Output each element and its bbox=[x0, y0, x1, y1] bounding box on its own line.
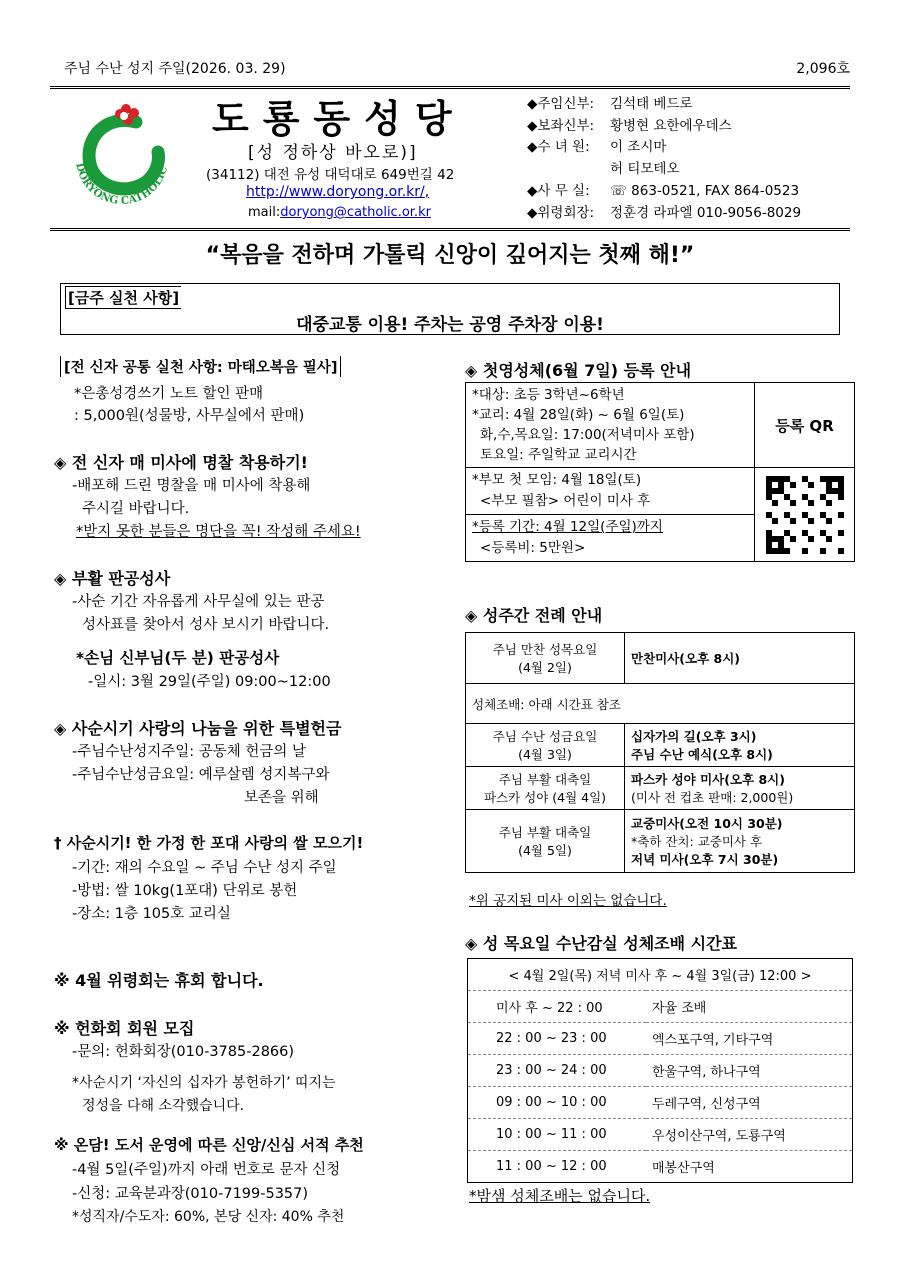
adoration-group: 한울구역, 하나구역 bbox=[646, 1055, 853, 1087]
notice-line: -장소: 1층 105호 교리실 bbox=[72, 906, 231, 922]
adoration-time: 09 : 00 ~ 10 : 00 bbox=[468, 1087, 647, 1119]
communion-heading: ◈ 첫영성체(6월 7일) 등록 안내 bbox=[465, 361, 692, 380]
holyweek-table bbox=[465, 632, 855, 873]
table-row bbox=[466, 684, 855, 724]
holyweek-note: *위 공지된 미사 이외는 없습니다. bbox=[469, 893, 667, 909]
offering-heading: ◈ 사순시기 사랑의 나눔을 위한 특별헌금 bbox=[54, 719, 342, 738]
table-row bbox=[468, 1119, 853, 1151]
parish-address: (34112) 대전 유성 대덕대로 649번길 42 bbox=[206, 167, 455, 183]
staff-label: ◆주임신부: bbox=[527, 96, 595, 112]
practice-text: 대중교통 이용! 주차는 공영 주차장 이용! bbox=[296, 315, 604, 335]
memorial-notice: ※ 4월 위령회는 휴회 합니다. bbox=[54, 971, 264, 990]
notice-line: : 5,000원(성물방, 사무실에서 판매) bbox=[74, 408, 305, 424]
book-heading: ※ 온담! 도서 운영에 따른 신앙/신심 서적 추천 bbox=[54, 1136, 364, 1154]
notice-line: -주님수난성지주일: 공동체 헌금의 날 bbox=[72, 744, 307, 760]
date-line bbox=[64, 58, 850, 78]
liturgy-info: 십자가의 길(오후 3시) 주님 수난 예식(오후 8시) bbox=[625, 724, 855, 767]
staff-row bbox=[527, 203, 801, 225]
notice-line: 보존을 위해 bbox=[244, 790, 319, 806]
flower-club-heading: ※ 헌화회 회원 모집 bbox=[54, 1019, 195, 1038]
table-row bbox=[468, 1023, 853, 1055]
parent-meeting-cell: *부모 첫 모임: 4월 18일(토) <부모 필참> 어린이 미사 후 bbox=[466, 468, 755, 515]
svg-text:DORYONG CATHOLIC: DORYONG CATHOLIC bbox=[73, 161, 171, 208]
adoration-group: 매봉산구역 bbox=[646, 1151, 853, 1183]
yearly-motto: “복음을 전하며 가톨릭 신앙이 깊어지는 첫째 해!” bbox=[205, 243, 695, 268]
liturgy-day: 주님 부활 대축일 파스카 성야 (4월 4일) bbox=[466, 767, 625, 810]
liturgy-info: 파스카 성야 미사(오후 8시) (미사 전 컵초 판매: 2,000원) bbox=[625, 767, 855, 810]
adoration-group: 우성이산구역, 도룡구역 bbox=[646, 1119, 853, 1151]
notice-line: *사순시기 ‘자신의 십자가 봉헌하기’ 띠지는 bbox=[72, 1075, 336, 1091]
adoration-time: 22 : 00 ~ 23 : 00 bbox=[468, 1023, 647, 1055]
adoration-time: 11 : 00 ~ 12 : 00 bbox=[468, 1151, 647, 1183]
parish-title: 도룡동성당 bbox=[212, 96, 466, 141]
notice-line: -4월 5일(주일)까지 아래 번호로 문자 신청 bbox=[72, 1162, 341, 1178]
website-link[interactable]: http://www.doryong.or.kr/, bbox=[246, 184, 430, 200]
table-cell: 성체조배: 아래 시간표 참조 bbox=[466, 684, 855, 724]
staff-value: ☏ 863-0521, FAX 864-0523 bbox=[610, 182, 800, 199]
liturgy-day: 주님 부활 대축일 (4월 5일) bbox=[466, 810, 625, 873]
staff-row bbox=[527, 116, 801, 138]
notice-line: 주시길 바랍니다. bbox=[82, 501, 190, 517]
table-row bbox=[468, 991, 853, 1023]
staff-row bbox=[527, 159, 801, 181]
table-row bbox=[468, 1055, 853, 1087]
table-row bbox=[466, 810, 855, 873]
adoration-time: 미사 후 ~ 22 : 00 bbox=[468, 991, 647, 1023]
holyweek-heading: ◈ 성주간 전례 안내 bbox=[465, 606, 603, 625]
liturgy-info: 만찬미사(오후 8시) bbox=[625, 633, 855, 684]
notice-line: *은총성경쓰기 노트 할인 판매 bbox=[74, 386, 264, 402]
notice-line: -문의: 헌화회장(010-3785-2866) bbox=[72, 1044, 295, 1060]
staff-value: 허 티모테오 bbox=[610, 161, 680, 178]
staff-value: 정훈경 라파엘 010-9056-8029 bbox=[610, 204, 802, 221]
adoration-group: 두레구역, 신성구역 bbox=[646, 1087, 853, 1119]
adoration-table bbox=[467, 958, 853, 1183]
bible-copy-title: [전 신자 공통 실천 사항: 마태오복음 필사] bbox=[60, 356, 341, 377]
weekly-practice-box bbox=[60, 283, 840, 335]
notice-line: 성사표를 찾아서 성사 보시기 바랍니다. bbox=[82, 617, 330, 633]
communion-table bbox=[465, 382, 855, 562]
mail-line: mail:doryong@catholic.or.kr bbox=[248, 205, 431, 220]
liturgy-day: 주님 수난 성금요일 (4월 3일) bbox=[466, 724, 625, 767]
notice-line: 정성을 다해 소각했습니다. bbox=[82, 1098, 245, 1114]
table-row bbox=[466, 767, 855, 810]
staff-value: 이 조시마 bbox=[610, 139, 667, 156]
table-row bbox=[468, 1087, 853, 1119]
adoration-group: 엑스포구역, 기타구역 bbox=[646, 1023, 853, 1055]
staff-label: ◆보좌신부: bbox=[527, 117, 595, 134]
nametag-heading: ◈ 전 신자 매 미사에 명찰 착용하기! bbox=[54, 453, 308, 472]
email-link[interactable]: doryong@catholic.or.kr bbox=[280, 205, 431, 220]
sunday-date: 주님 수난 성지 주일(2026. 03. 29) bbox=[64, 61, 286, 77]
table-row bbox=[466, 724, 855, 767]
notice-line: -기간: 재의 수요일 ~ 주님 수난 성지 주일 bbox=[72, 860, 337, 876]
qr-label: 등록 QR bbox=[755, 383, 855, 468]
header-divider bbox=[50, 228, 850, 231]
qr-code[interactable] bbox=[755, 468, 855, 562]
communion-info-cell: *대상: 초등 3학년~6학년 *교리: 4월 28일(화) ~ 6월 6일(토) 화,수,목요일: 17:00(저녁미사 포함) 토요일: 주일학교 교리시간 bbox=[466, 383, 755, 468]
liturgy-info: 교중미사(오전 10시 30분) *축하 잔치: 교중미사 후 저녁 미사(오후 7시 30분) bbox=[625, 810, 855, 873]
registration-cell: *등록 기간: 4월 12일(주일)까지 <등록비: 5만원> bbox=[466, 515, 755, 562]
staff-value: 황병현 요한에우데스 bbox=[610, 117, 732, 134]
patron-saint: [성 정하상 바오로)] bbox=[248, 143, 418, 163]
staff-list bbox=[527, 94, 801, 224]
staff-label: ◆위령회장: bbox=[527, 204, 595, 221]
guest-priest-heading: *손님 신부님(두 분) 판공성사 bbox=[76, 649, 280, 667]
practice-label: [금주 실천 사항] bbox=[65, 286, 181, 309]
adoration-heading: ◈ 성 목요일 수난감실 성체조배 시간표 bbox=[465, 934, 737, 953]
staff-label: ◆사 무 실: bbox=[527, 182, 590, 199]
adoration-group: 자율 조배 bbox=[646, 991, 853, 1023]
staff-value: 김석태 베드로 bbox=[610, 96, 693, 112]
confession-heading: ◈ 부활 판공성사 bbox=[54, 569, 171, 588]
notice-line: -일시: 3월 29일(주일) 09:00~12:00 bbox=[88, 674, 331, 690]
notice-line: -주님수난성금요일: 예루살렘 성지복구와 bbox=[72, 767, 330, 783]
notice-line: *성직자/수도자: 60%, 본당 신자: 40% 추천 bbox=[72, 1209, 345, 1225]
issue-number: 2,096호 bbox=[796, 61, 850, 77]
notice-line: -신청: 교육분과장(010-7199-5357) bbox=[72, 1186, 309, 1202]
notice-line: *받지 못한 분들은 명단을 꼭! 작성해 주세요! bbox=[76, 524, 361, 540]
staff-row bbox=[527, 181, 801, 203]
adoration-note: *밤샘 성체조배는 없습니다. bbox=[469, 1187, 651, 1205]
adoration-time: 23 : 00 ~ 24 : 00 bbox=[468, 1055, 647, 1087]
adoration-range: < 4월 2일(목) 저녁 미사 후 ~ 4월 3일(금) 12:00 > bbox=[468, 959, 853, 991]
staff-row bbox=[527, 94, 801, 116]
notice-line: -배포해 드린 명찰을 매 미사에 착용해 bbox=[72, 478, 311, 494]
staff-row bbox=[527, 137, 801, 159]
table-row bbox=[468, 1151, 853, 1183]
rice-drive-heading: † 사순시기! 한 가정 한 포대 사랑의 쌀 모으기! bbox=[54, 834, 364, 852]
table-row bbox=[466, 633, 855, 684]
staff-label: ◆수 녀 원: bbox=[527, 139, 590, 156]
liturgy-day: 주님 만찬 성목요일 (4월 2일) bbox=[466, 633, 625, 684]
parish-logo bbox=[66, 100, 178, 210]
notice-line: -방법: 쌀 10kg(1포대) 단위로 봉헌 bbox=[72, 883, 298, 899]
adoration-time: 10 : 00 ~ 11 : 00 bbox=[468, 1119, 647, 1151]
notice-line: -사순 기간 자유롭게 사무실에 있는 판공 bbox=[72, 594, 325, 610]
